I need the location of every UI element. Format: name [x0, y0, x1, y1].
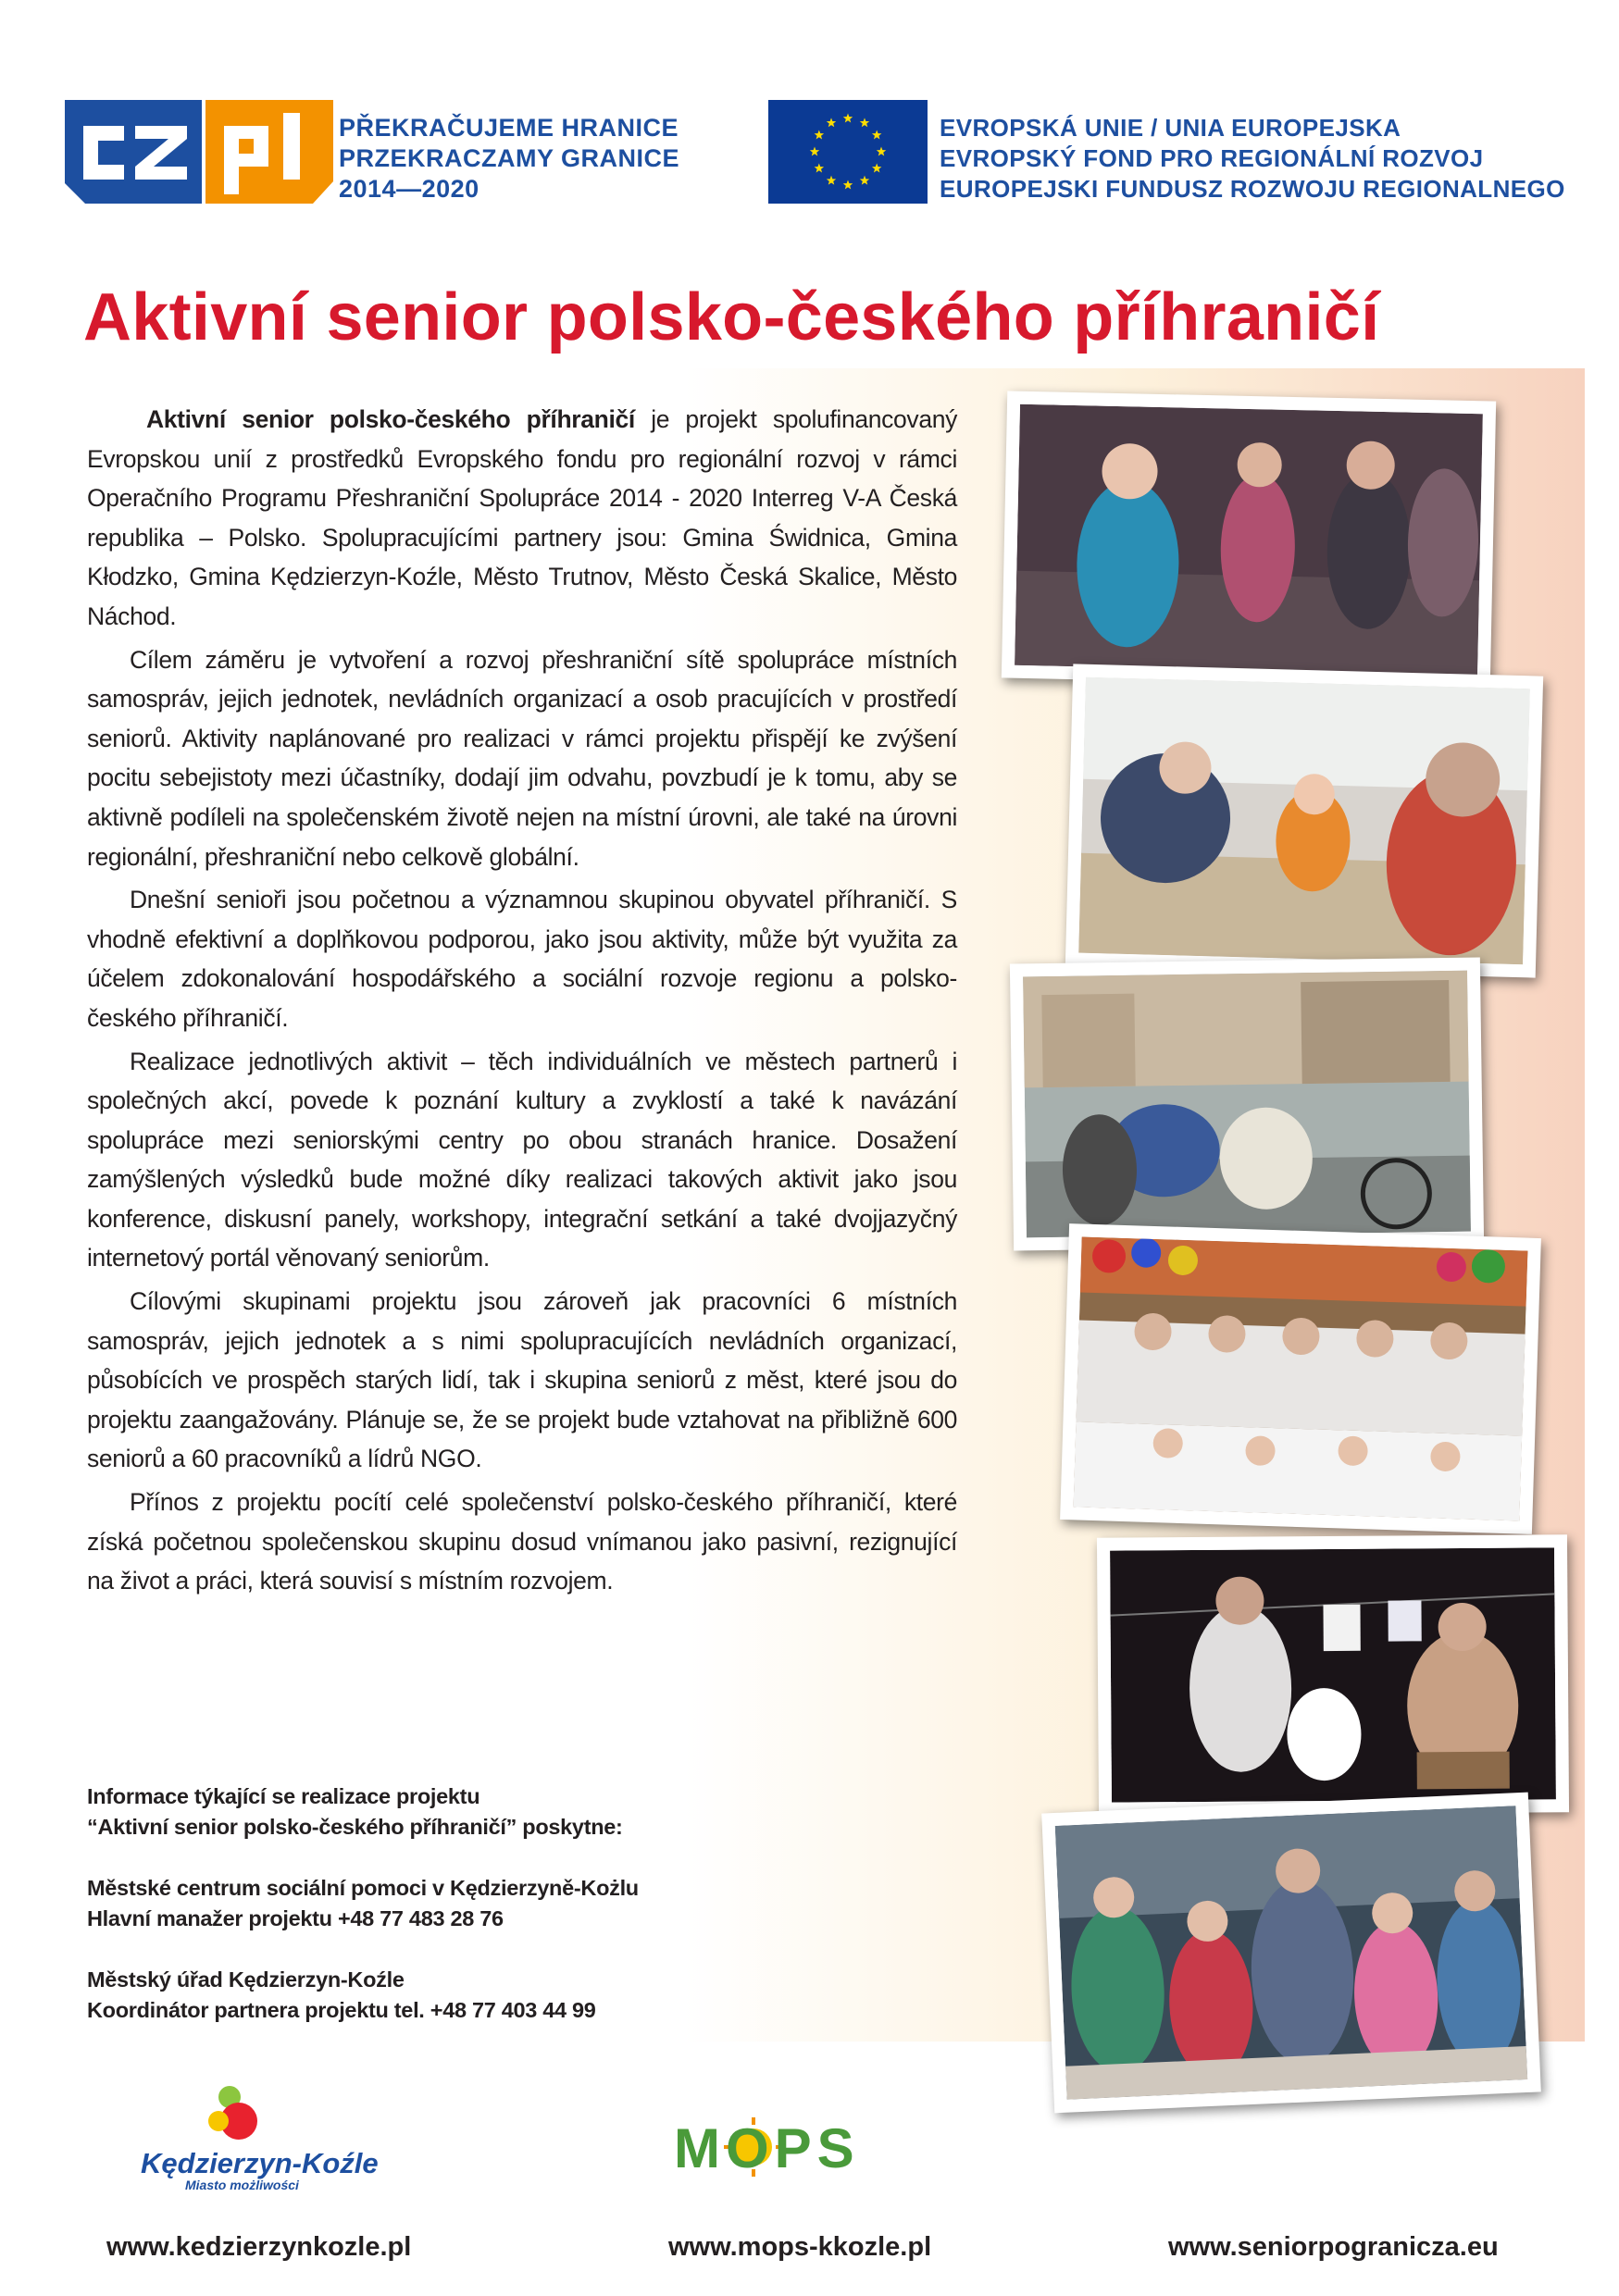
theatre-performance-photo — [1097, 1534, 1569, 1816]
contact-info — [87, 1781, 920, 2026]
article-body — [87, 400, 957, 1605]
contact-line: Městské centrum sociální pomoci v Kędzierzyně-Kożlu — [87, 1876, 639, 1900]
eu-flag-icon — [768, 100, 928, 204]
footer-url[interactable]: www.kedzierzynkozle.pl — [106, 2232, 412, 2262]
paragraph: Realizace jednotlivých aktivit – těch individuálních ve městech partnerů i společných akcí, povede k poznání kultury a zvyklostí a také k navázání spolupráce mezi seniorskými centry po obou stranách hranice. Dosažení zamýšlených výsledků bude možné díky realizaci takových aktivit jako jsou konference, diskusní panely, workshopy, integrační setkání a také dvojjazyčný internetový portál věnovaný seniorům. — [87, 1047, 957, 1272]
paragraph — [87, 400, 957, 637]
czpl-slogan — [339, 113, 679, 205]
mops-logo-text: MOPS — [674, 2117, 860, 2179]
group-portrait-photo — [1041, 1793, 1541, 2114]
mops-logo — [674, 2110, 915, 2184]
page-title: Aktivní senior polsko-českého příhraničí — [83, 280, 1380, 354]
project-name: Aktivní senior polsko-českého příhraničí — [146, 405, 635, 433]
czpl-logo — [65, 100, 333, 204]
info-intro-line: Informace týkající se realizace projektu — [87, 1784, 480, 1808]
seniors-workshop-photo — [1065, 664, 1543, 977]
eu-fund-line: EVROPSKÁ UNIE / UNIA EUROPEJSKA — [940, 114, 1401, 142]
group-with-children-photo — [1060, 1223, 1541, 1534]
contact-line: Koordinátor partnera projektu tel. +48 77 403 44 99 — [87, 1998, 596, 2022]
kedzierzyn-kozle-logo — [139, 2080, 380, 2191]
paragraph: Dnešní senioři jsou početnou a významnou skupinou obyvatel příhraničí. S vhodně efektivní a doplňkovou podporou, jako jsou aktivity, může být využita za účelem zdokonalování hospodářského a sociální rozvoje regionu a polsko-českého příhraničí. — [87, 886, 957, 1032]
paragraph: Cílovými skupinami projektu jsou zároveň jak pracovníci 6 místních samospráv, jejich jednotek a s nimi spolupracujících nevládních organizací, působících ve prospěch starých lidí, tak i skupina seniorů z měst, které jsou do projektu zaangažovány. Plánuje se, že se projekt bude vztahovat na přibližně 600 seniorů a 60 pracovníků a lídrů NGO. — [87, 1287, 957, 1473]
paragraph-text: je projekt spolufinancovaný Evropskou unií z prostředků Evropského fondu pro regionální rozvoj v rámci Operačního Programu Přeshraniční Spolupráce 2014 - 2020 Interreg V-A Česká republika – Polsko. Spolupracujícími partnery jsou: Gmina Świdnica, Gmina Kłodzko, Gmina Kędzierzyn-Koźle, Město Trutnov, Město Česká Skalice, Město Náchod. — [87, 405, 957, 630]
kk-logo-tagline: Miasto możliwości — [185, 2178, 299, 2191]
eu-fund-line: EUROPEJSKI FUNDUSZ ROZWOJU REGIONALNEGO — [940, 175, 1565, 203]
info-intro-line: “Aktivní senior polsko-českého příhraničí” poskytne: — [87, 1815, 623, 1839]
czpl-slogan-line: 2014—2020 — [339, 175, 479, 203]
paragraph: Cílem záměru je vytvoření a rozvoj přeshraniční sítě spolupráce místních samospráv, jejich jednotek, nevládních organizací a osob pracujících v prostředí seniorů. Aktivity naplánované pro realizaci v rámci projektu přispějí ke zvýšení pocitu sebejistoty mezi účastníky, dodají jim odvahu, povzbudí je k tomu, aby se aktivně podíleli na společenském životě nejen na místní úrovni, ale také na úrovni regionální, přeshraniční nebo celkově globální. — [87, 645, 957, 871]
seniors-dancing-photo — [1002, 391, 1496, 689]
footer-url[interactable]: www.seniorpogranicza.eu — [1168, 2232, 1499, 2262]
czpl-slogan-line: PŘEKRAČUJEME HRANICE — [339, 114, 679, 142]
eu-fund-label — [940, 113, 1565, 205]
contact-line: Městský úřad Kędzierzyn-Koźle — [87, 1967, 405, 1992]
contact-line: Hlavní manažer projektu +48 77 483 28 76 — [87, 1906, 504, 1930]
czpl-slogan-line: PRZEKRACZAMY GRANICE — [339, 144, 680, 172]
kk-logo-name: Kędzierzyn-Koźle — [141, 2147, 379, 2179]
eu-fund-line: EVROPSKÝ FOND PRO REGIONÁLNÍ ROZVOJ — [940, 144, 1484, 172]
paragraph: Přínos z projektu pocítí celé společenství polsko-českého příhraničí, které získá početnou společenskou skupinu dosud vnímanou jako pasivní, rezignující na život a práci, která souvisí s místním rozvojem. — [87, 1488, 957, 1595]
town-square-event-photo — [1010, 957, 1484, 1250]
footer-url[interactable]: www.mops-kkozle.pl — [668, 2232, 932, 2262]
